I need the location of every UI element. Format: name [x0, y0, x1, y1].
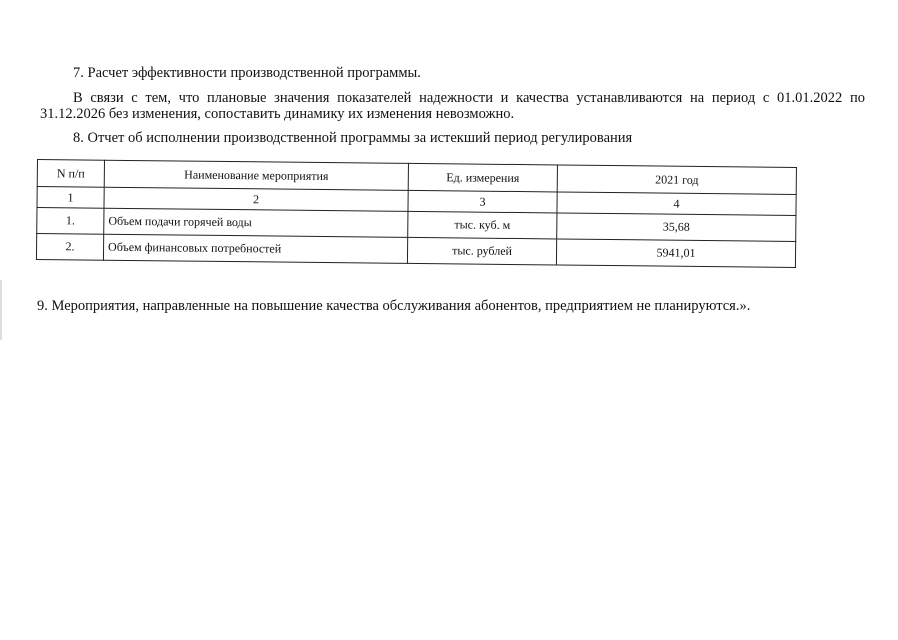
index-cell: 1 [37, 187, 104, 209]
row-value: 5941,01 [556, 239, 795, 268]
row-value: 35,68 [557, 213, 796, 242]
row-number: 1. [37, 208, 104, 235]
row-name: Объем подачи горячей воды [104, 208, 408, 237]
section-8-title: 8. Отчет об исполнении производственной программы за истекший период регулирования [73, 130, 633, 146]
header-number: N п/п [37, 160, 104, 188]
row-unit: тыс. рублей [407, 237, 556, 265]
section-7-title: 7. Расчет эффективности производственной программы. [73, 65, 421, 81]
index-cell: 3 [408, 190, 557, 213]
section-7-text-line-2: 31.12.2026 без изменения, сопоставить динамику их изменения невозможно. [40, 106, 515, 122]
header-name: Наименование мероприятия [104, 160, 408, 190]
section-9-text: 9. Мероприятия, направленные на повышение качества обслуживания абонентов, предприятием не планируются.». [37, 298, 751, 314]
section-7-text-line-1: В связи с тем, что плановые значения показателей надежности и качества устанавливаются на период с 01.01.2022 по [73, 90, 865, 106]
header-year: 2021 год [557, 165, 796, 195]
row-name: Объем финансовых потребностей [103, 234, 407, 263]
header-unit: Ед. измерения [408, 163, 557, 192]
index-cell: 4 [557, 192, 796, 216]
row-unit: тыс. куб. м [408, 211, 557, 239]
report-table [36, 159, 797, 268]
index-cell: 2 [104, 187, 408, 211]
row-number: 2. [36, 234, 103, 261]
scan-edge-mark [0, 280, 2, 340]
